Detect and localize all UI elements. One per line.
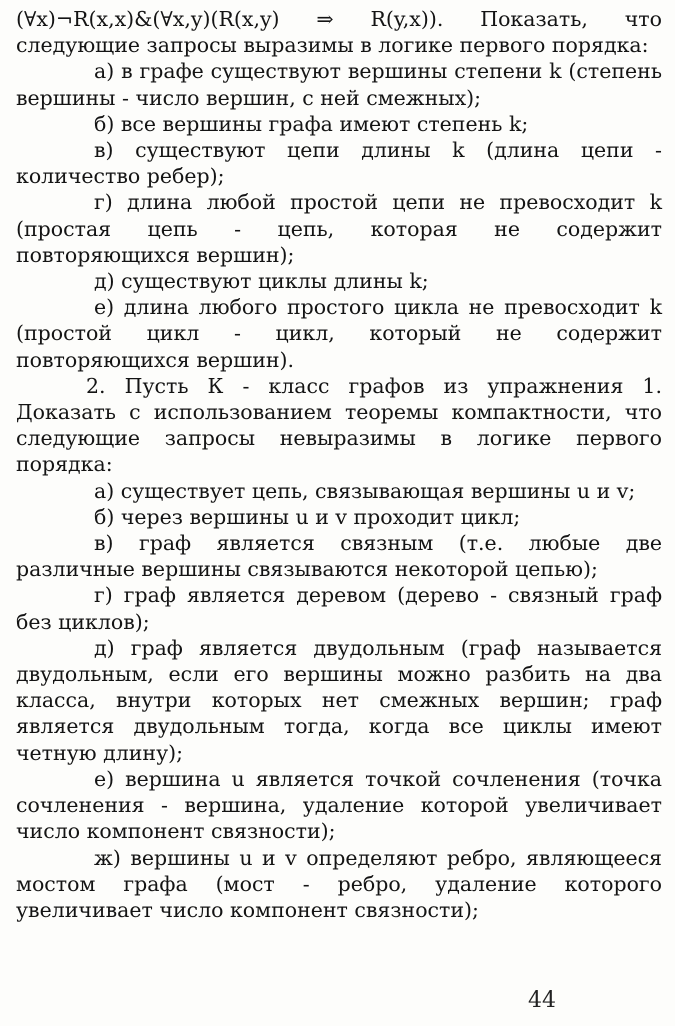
page-number: 44 [528, 988, 556, 1013]
paragraph-item-b: б) все вершины графа имеют степень k; [94, 111, 529, 136]
paragraph-item-v: в) существуют цепи длины k (длина цепи - количество ребер); [16, 138, 662, 189]
paragraph-item-d: д) существуют циклы длины k; [94, 269, 429, 294]
paragraph-ex2-item-e: е) вершина u является точкой сочленения (точка сочленения - вершина, удаление которой увеличивает число компонент связности); [16, 766, 662, 844]
paragraph-item-a: а) в графе существуют вершины степени k (степень вершины - число вершин, с ней смежных); [16, 59, 662, 110]
paragraph-ex2-item-g: г) граф является деревом (дерево - связный граф без циклов); [16, 583, 662, 634]
paragraph-ex2-item-b: б) через вершины u и v проходит цикл; [94, 504, 521, 529]
paragraph-item-e: е) длина любого простого цикла не превосходит k (простой цикл - цикл, который не содержит повторяющихся вершин). [16, 295, 662, 372]
paragraph-ex2-item-d: д) граф является двудольным (граф называется двудольным, если его вершины можно разбить на два класса, внутри которых нет смежных вершин; граф является двудольным тогда, когда все циклы имеют четную длину); [16, 635, 662, 765]
paragraph-ex2-item-a: а) существует цепь, связывающая вершины u и v; [94, 478, 636, 503]
paragraph-formula: (∀x)¬R(x,x)&(∀x,y)(R(x,y) ⇒ R(y,x)). Показать, что следующие запросы выразимы в логике первого порядка: [16, 7, 662, 58]
page-text [16, 6, 662, 923]
paragraph-exercise-2: 2. Пусть К - класс графов из упражнения 1. Доказать с использованием теоремы компактности, что следующие запросы невыразимы в логике первого порядка: [16, 373, 662, 477]
paragraph-ex2-item-v: в) граф является связным (т.е. любые две различные вершины связываются некоторой цепью); [16, 531, 662, 582]
paragraph-item-g: г) длина любой простой цепи не превосходит k (простая цепь - цепь, которая не содержит повторяющихся вершин); [16, 190, 662, 267]
paragraph-ex2-item-zh: ж) вершины u и v определяют ребро, являющееся мостом графа (мост - ребро, удаление которого увеличивает число компонент связности); [16, 845, 662, 922]
